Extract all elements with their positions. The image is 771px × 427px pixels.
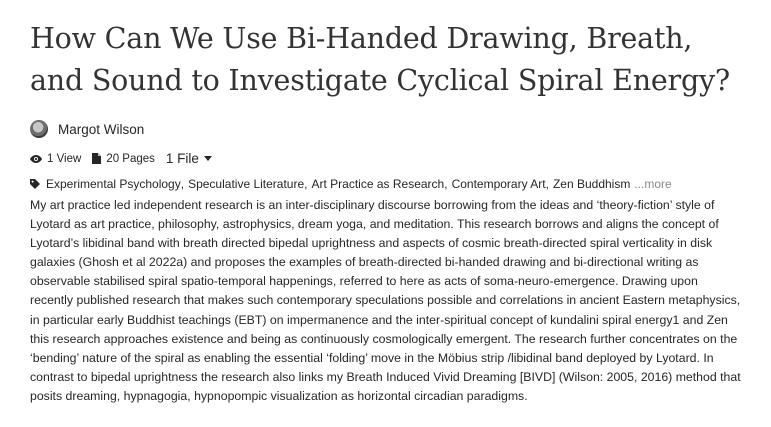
views-label: 1 View xyxy=(47,152,82,165)
tag-separator: , xyxy=(180,177,185,191)
paper-title: How Can We Use Bi-Handed Drawing, Breath, and Sound to Investigate Cyclical Spiral Energy? xyxy=(30,22,730,97)
tag-list xyxy=(30,177,743,191)
chevron-down-icon xyxy=(204,156,212,161)
tag-item[interactable]: Zen Buddhism xyxy=(552,177,631,191)
avatar[interactable] xyxy=(30,120,48,138)
abstract-text: My art practice led independent research is an inter-disciplinary discourse borrowing from the ideas and ‘theory-fiction’ style of Lyotard as art practice, philosophy, astrophysics, dream yoga, and meditation. This research borrows and aligns the concept of Lyotard’s libidinal band with breath directed bipedal uprightness and aspects of cosmic breath-directed spiral verticality in disk galaxies (Ghosh et al 2022a) and proposes the examples of breath-directed bi-handed drawing and bi-directional writing as observable stabilised spiral spatio-temporal happenings, referred to here as acts of soma-neuro-emergence. Drawing upon recently published research that makes such contemporary speculations possible and correlations in ancient Eastern metaphysics, in particular early Buddhist teachings (EBT) on impermanence and the inter-spiritual concept of kundalini spiral energy1 and Zen this research approaches existence and being as continuously cosmologically emergent. The research further concentrates on the ‘bending’ nature of the spiral as enabling the essential ‘folding’ move in the Möbius strip /libidinal band deployed by Lyotard. In contrast to bipedal uprightness the research also links my Breath Induced Vivid Dreaming [BIVD] (Wilson: 2005, 2016) method that posits dreaming, hypnagogia, hypnopompic visualization as horizontal circadian paradigms. xyxy=(30,198,741,403)
more-tags-link[interactable]: ...more xyxy=(634,177,672,191)
tag-item[interactable]: Experimental Psychology xyxy=(46,177,181,191)
tag-item[interactable]: Contemporary Art xyxy=(451,177,546,191)
views-count xyxy=(30,153,81,165)
document-icon xyxy=(92,153,101,164)
file-dropdown-button[interactable] xyxy=(166,151,212,166)
tag-separator: , xyxy=(304,177,308,191)
tag-separator: , xyxy=(545,177,549,191)
author-row[interactable] xyxy=(30,120,743,138)
author-name[interactable]: Margot Wilson xyxy=(58,121,145,137)
tag-separator: , xyxy=(444,177,448,191)
tag-item[interactable]: Speculative Literature xyxy=(188,177,305,191)
paper-meta xyxy=(30,151,743,166)
pages-count xyxy=(92,153,155,165)
pages-label: 20 Pages xyxy=(106,152,155,165)
tag-item[interactable]: Art Practice as Research xyxy=(311,177,445,191)
file-dropdown-label: 1 File xyxy=(165,151,199,166)
eye-icon xyxy=(30,155,42,163)
tag-icon xyxy=(30,179,40,189)
